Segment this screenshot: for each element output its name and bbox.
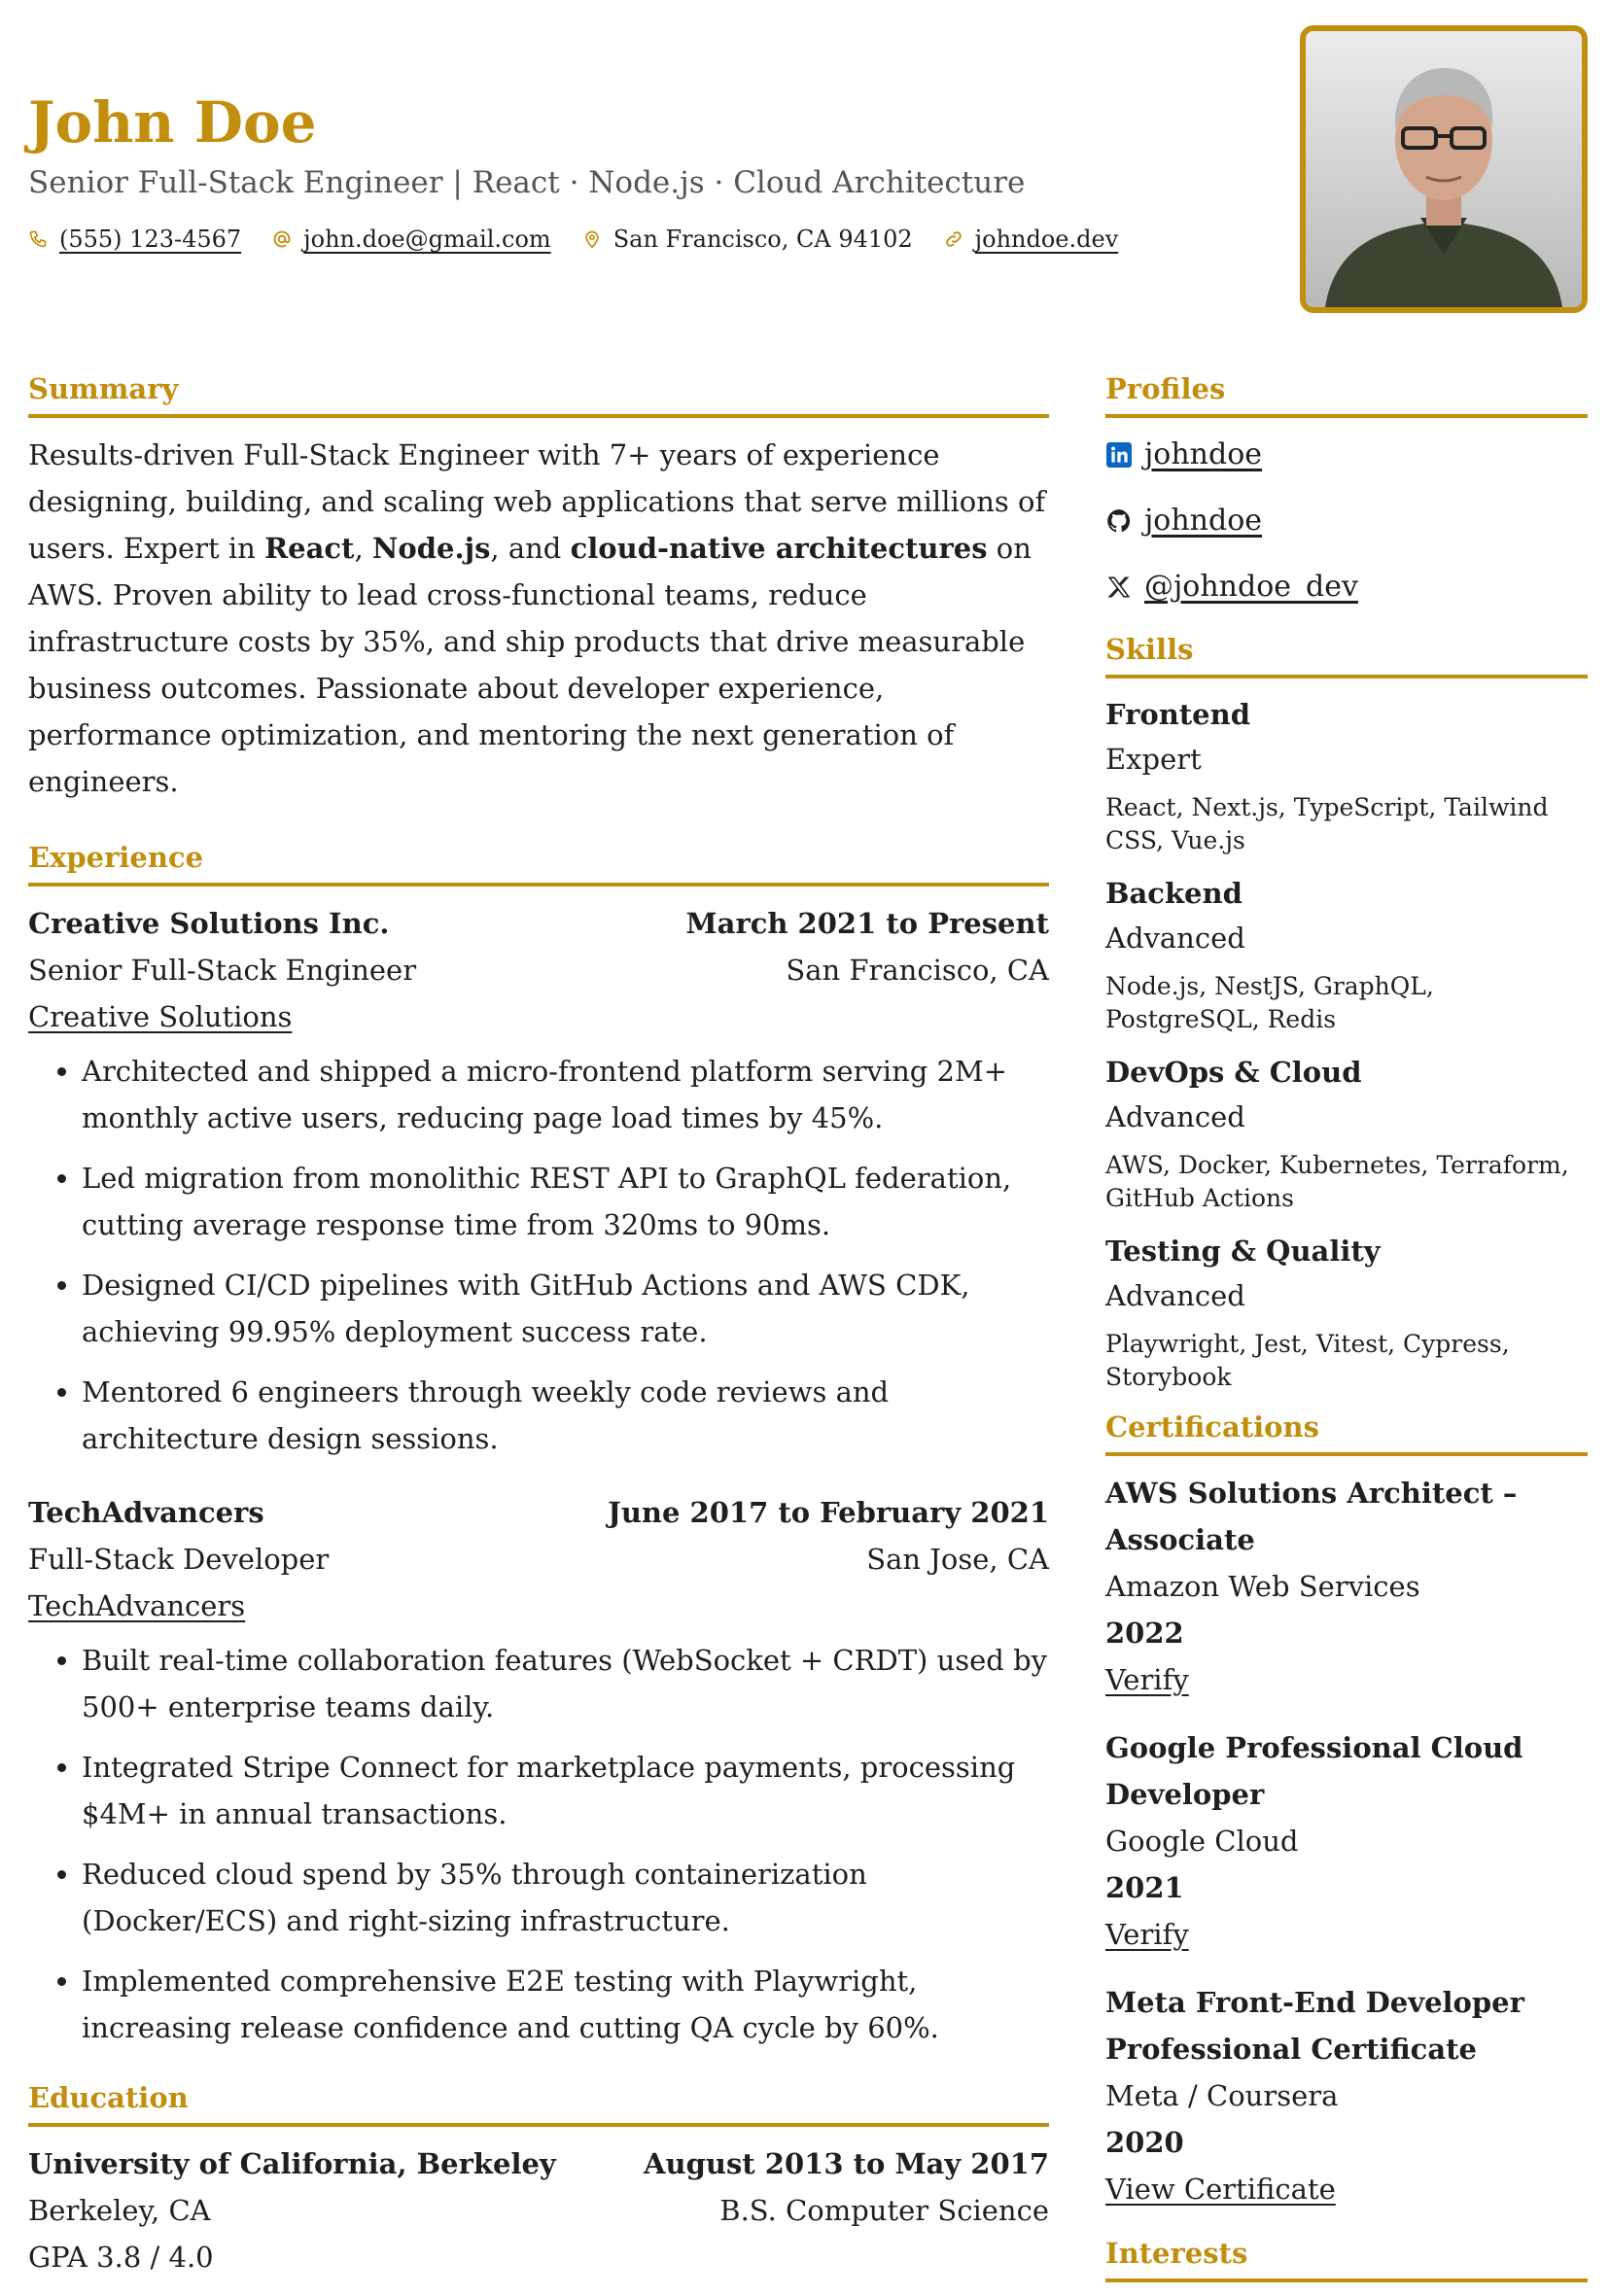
highlight-item: • Built real-time collaboration features (WebSocket + CRDT) used by 500+ enterprise teams daily. <box>82 1637 1049 1730</box>
profile-github <box>1105 498 1588 544</box>
cert-issuer: Amazon Web Services <box>1105 1570 1420 1603</box>
job-dates: March 2021 to Present <box>685 907 1049 940</box>
contact-location <box>582 226 913 253</box>
job-location: San Francisco, CA <box>786 954 1049 987</box>
skill-level: Advanced <box>1105 1100 1245 1133</box>
summary-sep: , and <box>490 532 571 565</box>
cert-verify-link[interactable]: Verify <box>1105 1663 1189 1696</box>
linkedin-icon <box>1105 441 1133 469</box>
experience-item <box>28 1489 1049 2051</box>
summary-part: Results-driven Full-Stack Engineer with 7+ years of experience designing, building, and scaling web applications that serve millions of users. Expert in <box>28 438 1046 565</box>
skill-keywords: Node.js, NestJS, GraphQL, PostgreSQL, Redis <box>1105 972 1434 1033</box>
cert-issuer: Meta / Coursera <box>1105 2079 1339 2112</box>
phone-icon <box>28 229 48 249</box>
interests-heading: Interests <box>1105 2234 1588 2282</box>
skill-item <box>1105 1050 1588 1215</box>
email-link[interactable]: john.doe@gmail.com <box>303 226 551 253</box>
cert-name: AWS Solutions Architect – Associate <box>1105 1477 1518 1556</box>
contact-email <box>272 226 551 253</box>
skill-item <box>1105 871 1588 1036</box>
company-link[interactable]: Creative Solutions <box>28 1000 293 1033</box>
education-heading: Education <box>28 2078 1049 2127</box>
profile-photo <box>1300 25 1588 313</box>
skill-name: Backend <box>1105 877 1242 910</box>
x-link[interactable]: @johndoe_dev <box>1144 570 1358 604</box>
at-icon <box>272 229 292 249</box>
summary-bold: React <box>264 532 355 565</box>
contact-bar <box>28 226 1282 253</box>
summary-bold: Node.js <box>371 532 491 565</box>
highlight-item: • Architected and shipped a micro-frontend platform serving 2M+ monthly active users, reducing page load times by 45%. <box>82 1048 1049 1141</box>
skill-item <box>1105 1229 1588 1394</box>
education-dates: August 2013 to May 2017 <box>644 2147 1049 2180</box>
company-link[interactable]: TechAdvancers <box>28 1589 246 1622</box>
summary-text <box>28 432 1049 805</box>
skill-item <box>1105 692 1588 857</box>
education-location: Berkeley, CA <box>28 2194 211 2227</box>
highlight-item: • Mentored 6 engineers through weekly code reviews and architecture design sessions. <box>82 1369 1049 1462</box>
cert-issuer: Google Cloud <box>1105 1825 1299 1858</box>
experience-heading: Experience <box>28 838 1049 887</box>
highlight-item: • Designed CI/CD pipelines with GitHub Actions and AWS CDK, achieving 99.95% deployment success rate. <box>82 1262 1049 1355</box>
skills-heading: Skills <box>1105 630 1588 678</box>
education-item <box>28 2140 1049 2280</box>
phone-link[interactable]: (555) 123-4567 <box>59 226 242 253</box>
skill-keywords: Playwright, Jest, Vitest, Cypress, Storybook <box>1105 1330 1510 1391</box>
map-pin-icon <box>582 229 602 249</box>
contact-phone <box>28 226 241 253</box>
company-name: TechAdvancers <box>28 1496 264 1529</box>
github-icon <box>1105 507 1133 535</box>
skill-keywords: AWS, Docker, Kubernetes, Terraform, GitHub Actions <box>1105 1151 1569 1212</box>
skill-level: Advanced <box>1105 1279 1245 1312</box>
cert-name: Google Professional Cloud Developer <box>1105 1731 1523 1811</box>
company-name: Creative Solutions Inc. <box>28 907 390 940</box>
cert-verify-link[interactable]: Verify <box>1105 1918 1189 1951</box>
skill-level: Expert <box>1105 743 1202 776</box>
sidebar-column <box>1105 369 1588 2296</box>
education-degree: B.S. Computer Science <box>719 2194 1049 2227</box>
website-link[interactable]: johndoe.dev <box>974 226 1119 253</box>
cert-view-link[interactable]: View Certificate <box>1105 2173 1336 2206</box>
experience-item <box>28 900 1049 1462</box>
job-highlights <box>28 1637 1049 2051</box>
institution-name: University of California, Berkeley <box>28 2147 556 2180</box>
highlight-item: • Reduced cloud spend by 35% through containerization (Docker/ECS) and right-sizing infrastructure. <box>82 1851 1049 1944</box>
highlight-item: • Led migration from monolithic REST API to GraphQL federation, cutting average response time from 320ms to 90ms. <box>82 1155 1049 1248</box>
job-position: Senior Full-Stack Engineer <box>28 954 417 987</box>
github-link[interactable]: johndoe <box>1144 504 1263 538</box>
linkedin-link[interactable]: johndoe <box>1144 437 1263 471</box>
job-dates: June 2017 to February 2021 <box>608 1496 1049 1529</box>
cert-year: 2020 <box>1105 2126 1184 2159</box>
resume-header <box>28 84 1282 253</box>
highlight-item: • Integrated Stripe Connect for marketplace payments, processing $4M+ in annual transactions. <box>82 1744 1049 1837</box>
cert-year: 2021 <box>1105 1871 1184 1904</box>
certification-item <box>1105 1724 1588 1958</box>
certification-item <box>1105 1979 1588 2212</box>
skill-level: Advanced <box>1105 922 1245 955</box>
summary-heading: Summary <box>28 369 1049 418</box>
job-highlights <box>28 1048 1049 1462</box>
skill-keywords: React, Next.js, TypeScript, Tailwind CSS, Vue.js <box>1105 793 1549 854</box>
location-text: San Francisco, CA 94102 <box>612 226 913 253</box>
job-position: Full-Stack Developer <box>28 1543 330 1576</box>
candidate-headline: Senior Full-Stack Engineer | React · Node.js · Cloud Architecture <box>28 165 1026 200</box>
education-gpa: GPA 3.8 / 4.0 <box>28 2241 214 2274</box>
highlight-item: • Implemented comprehensive E2E testing with Playwright, increasing release confidence and cutting QA cycle by 60%. <box>82 1958 1049 2051</box>
certifications-heading: Certifications <box>1105 1408 1588 1456</box>
cert-name: Meta Front-End Developer Professional Certificate <box>1105 1986 1524 2066</box>
profiles-heading: Profiles <box>1105 369 1588 418</box>
x-icon <box>1105 574 1133 601</box>
portrait-photo-icon <box>1306 31 1582 307</box>
link-icon <box>944 229 963 249</box>
skill-name: DevOps & Cloud <box>1105 1056 1362 1089</box>
main-column <box>28 369 1049 2280</box>
summary-part: on AWS. Proven ability to lead cross-functional teams, reduce infrastructure costs by 35%, and ship products that drive measurable business outcomes. Passionate about developer experience, performance optimization, and mentoring the next generation of engineers. <box>28 532 1032 798</box>
certification-item <box>1105 1470 1588 1703</box>
summary-sep: , <box>354 532 372 565</box>
summary-bold: cloud-native architectures <box>570 532 988 565</box>
contact-website <box>944 226 1119 253</box>
job-location: San Jose, CA <box>866 1543 1049 1576</box>
cert-year: 2022 <box>1105 1617 1184 1650</box>
candidate-name: John Doe <box>28 89 317 156</box>
profile-linkedin <box>1105 432 1588 478</box>
profile-x <box>1105 564 1588 610</box>
skill-name: Frontend <box>1105 698 1250 731</box>
skill-name: Testing & Quality <box>1105 1235 1381 1268</box>
